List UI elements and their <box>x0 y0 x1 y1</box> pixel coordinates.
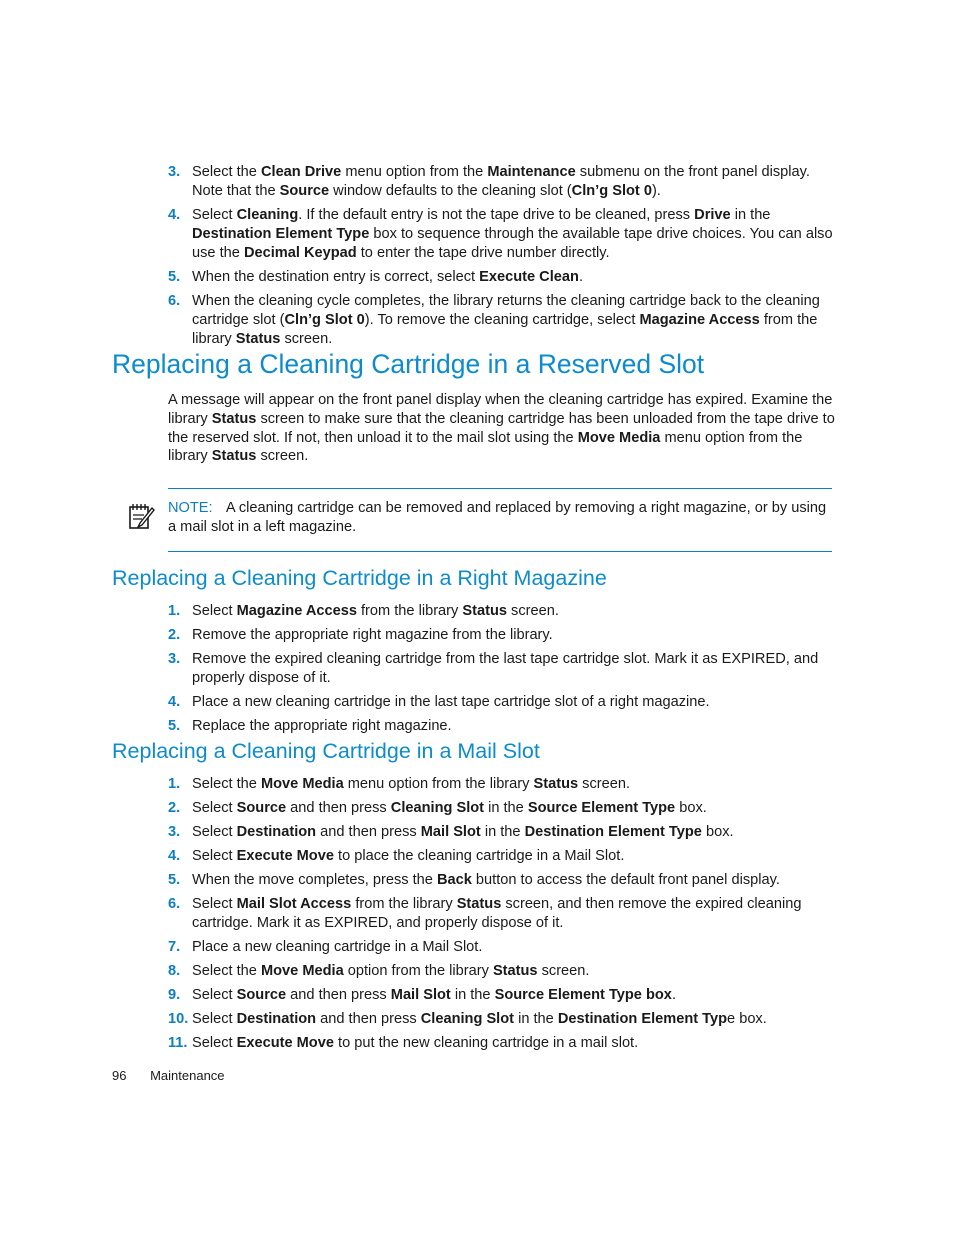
step-item <box>168 847 836 866</box>
ui-term: Status <box>533 776 579 792</box>
step-number: 5. <box>168 872 181 888</box>
ui-term: Source <box>236 800 287 816</box>
step-item <box>168 717 836 736</box>
ui-term: Back <box>436 872 472 888</box>
step-item <box>168 650 836 688</box>
subsection-title-mail-slot: Replacing a Cleaning Cartridge in a Mail Slot <box>112 739 540 763</box>
step-text: Select Execute Move to put the new cleaning cartridge in a mail slot. <box>192 1035 639 1051</box>
step-item <box>168 268 836 287</box>
step-text: Select Destination and then press Cleaning Slot in the Destination Element Type box. <box>192 1011 767 1027</box>
step-number: 3. <box>168 164 181 180</box>
ui-term: Execute Clean <box>479 269 579 285</box>
step-item <box>168 292 836 349</box>
ui-term: Move Media <box>260 776 344 792</box>
step-number: 3. <box>168 651 181 667</box>
ui-term: Cleaning Slot <box>420 1011 515 1027</box>
ui-term: Destination Element Type <box>524 824 702 840</box>
step-item <box>168 799 836 818</box>
step-text: Select the Move Media menu option from the library Status screen. <box>192 776 631 792</box>
step-text: Replace the appropriate right magazine. <box>192 718 452 734</box>
page-number: 96 <box>112 1068 127 1083</box>
step-text: Remove the appropriate right magazine from the library. <box>192 627 553 643</box>
ui-term: Cln’g Slot 0 <box>571 183 652 199</box>
step-text: Select Cleaning. If the default entry is not the tape drive to be cleaned, press Drive in the Destination Element Type box to sequence through the available tape drive choices. You can also use the Decimal Keypad to enter the tape drive number directly. <box>192 207 833 261</box>
ui-term: Clean Drive <box>260 164 342 180</box>
step-number: 2. <box>168 627 181 643</box>
step-number: 2. <box>168 800 181 816</box>
step-number: 1. <box>168 603 181 619</box>
steps-mail-slot <box>168 775 836 1058</box>
step-text: When the move completes, press the Back button to access the default front panel display. <box>192 872 780 888</box>
section-paragraph: A message will appear on the front panel display when the cleaning cartridge has expired. Examine the library Status screen to make sure that the cleaning cartridge has been unloaded from the tape drive to the reserved slot. If not, then unload it to the mail slot using the Move Media menu option from the library Status screen. <box>168 392 835 465</box>
ui-term: Magazine Access <box>639 312 760 328</box>
ui-term: Execute Move <box>236 1035 334 1051</box>
ui-term: Mail Slot Access <box>236 896 352 912</box>
step-text: Select Mail Slot Access from the library Status screen, and then remove the expired cleaning cartridge. Mark it as EXPIRED, and properly dispose of it. <box>192 896 802 931</box>
ui-term: Decimal Keypad <box>243 245 357 261</box>
note-pad-icon <box>128 501 156 531</box>
ui-term: Status <box>235 331 281 347</box>
step-item <box>168 206 836 263</box>
step-number: 4. <box>168 207 181 223</box>
ui-term: Mail Slot <box>420 824 481 840</box>
step-item <box>168 895 836 933</box>
ui-term: Status <box>462 603 507 619</box>
step-item <box>168 871 836 890</box>
step-item <box>168 962 836 981</box>
ui-term: Cleaning Slot <box>390 800 485 816</box>
note-text-block <box>168 499 828 537</box>
step-item <box>168 986 836 1005</box>
ui-term: Maintenance <box>487 164 576 180</box>
step-text: When the destination entry is correct, select Execute Clean. <box>192 269 583 285</box>
step-item <box>168 938 836 957</box>
step-number: 6. <box>168 896 181 912</box>
ui-term: Destination <box>236 1011 317 1027</box>
step-item <box>168 626 836 645</box>
ui-term: Source <box>236 987 287 1003</box>
page-footer <box>112 1068 225 1083</box>
ui-term: Source Element Type box <box>494 987 672 1003</box>
step-number: 10. <box>168 1011 189 1027</box>
ui-term: Status <box>456 896 502 912</box>
step-item <box>168 1010 836 1029</box>
step-text: Select Destination and then press Mail Slot in the Destination Element Type box. <box>192 824 734 840</box>
ui-term: Cleaning <box>236 207 299 223</box>
step-number: 7. <box>168 939 181 955</box>
steps-right-magazine <box>168 602 836 741</box>
step-item <box>168 163 836 201</box>
step-text: Select Execute Move to place the cleaning cartridge in a Mail Slot. <box>192 848 625 864</box>
ui-term: Mail Slot <box>390 987 451 1003</box>
step-text: Select the Clean Drive menu option from the Maintenance submenu on the front panel display. Note that the Source window defaults to the cleaning slot (Cln’g Slot 0). <box>192 164 810 199</box>
step-item <box>168 775 836 794</box>
step-number: 5. <box>168 718 181 734</box>
step-number: 4. <box>168 848 181 864</box>
section-title: Replacing a Cleaning Cartridge in a Reserved Slot <box>112 349 705 379</box>
ui-term: Destination Element Typ <box>557 1011 728 1027</box>
step-number: 4. <box>168 694 181 710</box>
ui-term: Move Media <box>260 963 344 979</box>
ui-term: Status <box>211 448 257 465</box>
step-item <box>168 693 836 712</box>
step-text: Place a new cleaning cartridge in the last tape cartridge slot of a right magazine. <box>192 694 710 710</box>
step-item <box>168 1034 836 1053</box>
step-item <box>168 823 836 842</box>
step-text: Place a new cleaning cartridge in a Mail Slot. <box>192 939 483 955</box>
step-number: 11. <box>168 1035 188 1051</box>
ui-term: Move Media <box>577 429 661 446</box>
ui-term: Destination Element Type <box>192 226 370 242</box>
ui-term: Magazine Access <box>236 603 357 619</box>
step-number: 3. <box>168 824 181 840</box>
subsection-title-right-magazine: Replacing a Cleaning Cartridge in a Right Magazine <box>112 566 607 590</box>
ui-term: Source <box>279 183 330 199</box>
step-item <box>168 602 836 621</box>
note-label: NOTE: <box>168 500 213 516</box>
step-text: Select the Move Media option from the library Status screen. <box>192 963 590 979</box>
step-text: Select Magazine Access from the library Status screen. <box>192 603 559 619</box>
chapter-name: Maintenance <box>150 1068 225 1083</box>
step-number: 5. <box>168 269 181 285</box>
step-text: Remove the expired cleaning cartridge from the last tape cartridge slot. Mark it as EXPIRED, and properly dispose of it. <box>192 651 819 686</box>
step-text: When the cleaning cycle completes, the library returns the cleaning cartridge back to the cleaning cartridge slot (Cln’g Slot 0). To remove the cleaning cartridge, select Magazine Access from the library Status screen. <box>192 293 820 347</box>
steps-top <box>168 163 836 354</box>
step-text: Select Source and then press Mail Slot in the Source Element Type box. <box>192 987 676 1003</box>
ui-term: Execute Move <box>236 848 334 864</box>
ui-term: Cln’g Slot 0 <box>284 312 365 328</box>
step-number: 9. <box>168 987 181 1003</box>
ui-term: Destination <box>236 824 317 840</box>
ui-term: Source Element Type <box>527 800 676 816</box>
note-text: A cleaning cartridge can be removed and replaced by removing a right magazine, or by using a mail slot in a left magazine. <box>168 500 827 535</box>
ui-term: Drive <box>694 207 731 223</box>
step-number: 6. <box>168 293 181 309</box>
step-number: 8. <box>168 963 181 979</box>
step-text: Select Source and then press Cleaning Slot in the Source Element Type box. <box>192 800 707 816</box>
ui-term: Status <box>492 963 538 979</box>
ui-term: Status <box>211 410 257 427</box>
note-box <box>168 488 832 552</box>
step-number: 1. <box>168 776 181 792</box>
